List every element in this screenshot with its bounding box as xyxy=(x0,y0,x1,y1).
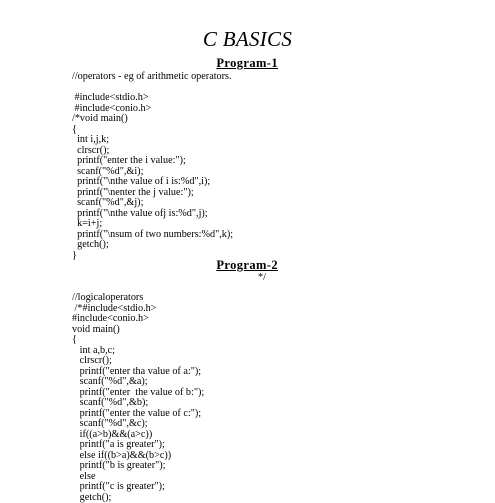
program1-code-line: getch(); xyxy=(72,240,233,251)
program1-code-line: printf("\nenter the j value:"); xyxy=(72,188,233,199)
program1-code-line: printf("\nthe value ofj is:%d",j); xyxy=(72,209,233,220)
program1-code-line: printf("\nsum of two numbers:%d",k); xyxy=(72,230,233,241)
program2-code-line: else if((b>a)&&(b>c)) xyxy=(72,451,204,462)
program-1-heading: Program-1 xyxy=(216,56,278,70)
program2-code-line: getch(); xyxy=(72,493,204,503)
document-title: C BASICS xyxy=(0,27,495,51)
program2-code-line: printf("a is greater"); xyxy=(72,440,204,451)
program-1-code-block xyxy=(72,93,233,261)
program1-code-line: { xyxy=(72,125,233,136)
program-2-heading: Program-2 xyxy=(216,258,278,272)
program2-code-line: printf("enter tha value of a:"); xyxy=(72,367,204,378)
program1-code-line: printf("\nthe value of i is:%d",i); xyxy=(72,177,233,188)
program1-code-line: } xyxy=(72,251,233,262)
program1-code-line: k=i+j; xyxy=(72,219,233,230)
program1-code-line: #include<stdio.h> xyxy=(72,93,233,104)
program2-code-line: printf("enter the value of b:"); xyxy=(72,388,204,399)
program2-code-line: void main() xyxy=(72,325,204,336)
program2-code-line: printf("b is greater"); xyxy=(72,461,204,472)
program2-code-line: if((a>b)&&(a>c)) xyxy=(72,430,204,441)
program2-code-line: else xyxy=(72,472,204,483)
program-2-comment-close: */ xyxy=(258,273,266,284)
program1-code-line: scanf("%d",&j); xyxy=(72,198,233,209)
program1-code-line: /*void main() xyxy=(72,114,233,125)
program1-code-line: clrscr(); xyxy=(72,146,233,157)
program2-code-line: scanf("%d",&a); xyxy=(72,377,204,388)
program-2-code-block xyxy=(72,293,204,503)
program1-code-line: int i,j,k; xyxy=(72,135,233,146)
program2-code-line: //logicaloperators xyxy=(72,293,204,304)
program1-code-line: printf("enter the i value:"); xyxy=(72,156,233,167)
program1-code-line: #include<conio.h> xyxy=(72,104,233,115)
program2-code-line: { xyxy=(72,335,204,346)
program2-code-line: scanf("%d",&c); xyxy=(72,419,204,430)
program-1-comment: //operators - eg of arithmetic operators. xyxy=(72,72,232,83)
program2-code-line: clrscr(); xyxy=(72,356,204,367)
program2-code-line: printf("c is greater"); xyxy=(72,482,204,493)
program1-code-line: scanf("%d",&i); xyxy=(72,167,233,178)
program2-code-line: int a,b,c; xyxy=(72,346,204,357)
program2-code-line: /*#include<stdio.h> xyxy=(72,304,204,315)
program2-code-line: printf("enter the value of c:"); xyxy=(72,409,204,420)
program2-code-line: #include<conio.h> xyxy=(72,314,204,325)
program2-code-line: scanf("%d",&b); xyxy=(72,398,204,409)
